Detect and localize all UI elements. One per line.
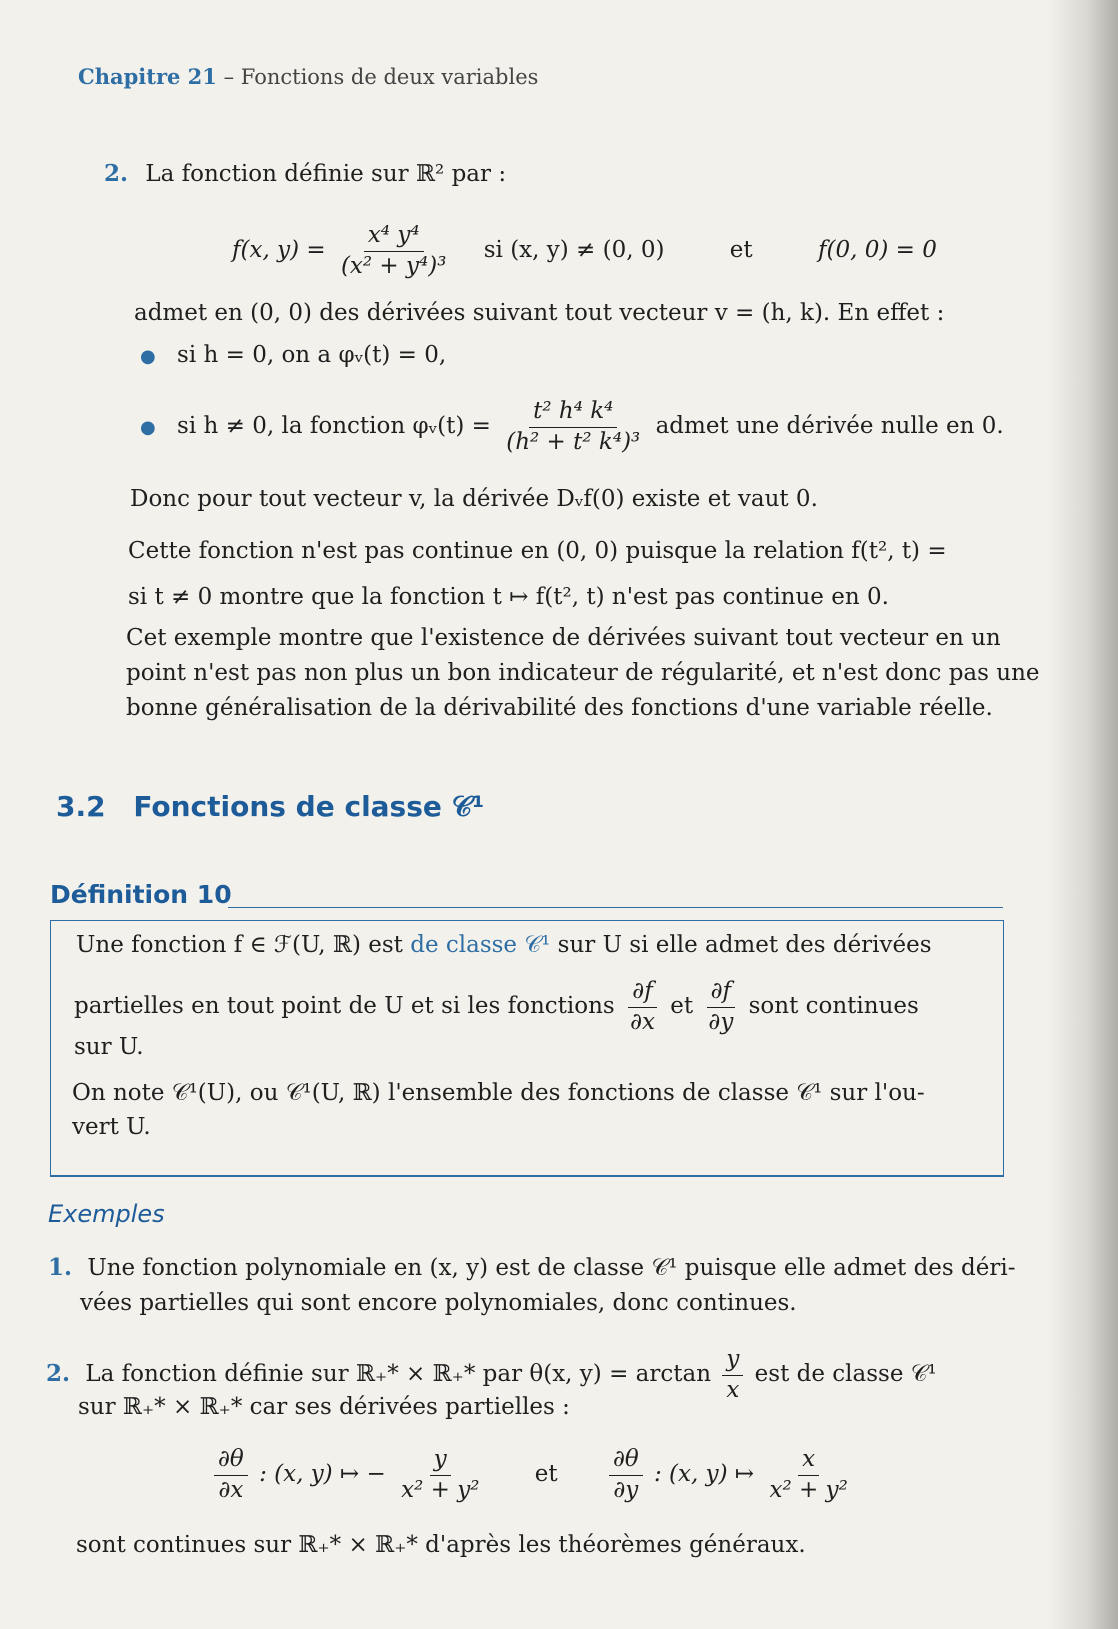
dtheta-dy-den: ∂y	[613, 1476, 639, 1503]
definition-line-5: vert U.	[72, 1114, 151, 1140]
dtheta-dy-expr-den: x² + y²	[769, 1476, 848, 1503]
chapter-title: – Fonctions de deux variables	[223, 65, 539, 89]
dtheta-dy-map: : (x, y) ↦	[654, 1461, 755, 1488]
definition-l2-a: partielles en tout point de U et si les fonctions	[74, 993, 615, 1020]
example-1-line-1	[48, 1254, 1016, 1283]
formula-and: et	[729, 237, 753, 264]
definition-l1-a: Une fonction f ∈ ℱ(U, ℝ) est	[76, 932, 411, 958]
bullet-1	[140, 342, 446, 370]
dtheta-dx-num: ∂θ	[214, 1446, 248, 1476]
example-2-last-line: sont continues sur ℝ₊* × ℝ₊* d'après les théorèmes généraux.	[76, 1532, 806, 1558]
dtheta-dy-fraction	[609, 1446, 643, 1504]
section-heading	[56, 790, 484, 824]
derivatives-formula	[210, 1446, 856, 1504]
example-2-line-2: sur ℝ₊* × ℝ₊* car ses dérivées partielles :	[78, 1394, 570, 1420]
dtheta-dx-den: ∂x	[218, 1476, 244, 1503]
item2-conclusion: Donc pour tout vecteur v, la dérivée Dᵥf(0) existe et vaut 0.	[130, 486, 818, 512]
partial-fx-num: ∂f	[628, 978, 656, 1008]
example-2-text-b: est de classe 𝒞¹	[754, 1361, 937, 1388]
item2-admits: admet en (0, 0) des dérivées suivant tout vecteur v = (h, k). En effet :	[134, 300, 945, 326]
example-2-number: 2.	[46, 1360, 71, 1388]
paragraph-2-line-1: Cet exemple montre que l'existence de dérivées suivant tout vecteur en un	[126, 625, 1001, 651]
formula-numerator: x⁴ y⁴	[364, 222, 424, 252]
formula-fraction	[337, 222, 450, 280]
bullet-2-fraction	[502, 398, 644, 456]
dtheta-dy-num: ∂θ	[609, 1446, 643, 1476]
definition-title-rule	[228, 907, 1003, 908]
definition-term: de classe 𝒞¹	[410, 932, 551, 958]
dtheta-dx-expr-den: x² + y²	[401, 1476, 480, 1503]
bullet-2-denominator: (h² + t² k⁴)³	[506, 428, 641, 455]
formula-condition: si (x, y) ≠ (0, 0)	[483, 237, 665, 264]
arctan-num: y	[722, 1346, 743, 1376]
formula-denominator: (x² + y⁴)³	[340, 252, 447, 279]
partial-fy-fraction	[704, 978, 737, 1036]
formula-origin: f(0, 0) = 0	[817, 237, 937, 264]
page-gutter-shadow	[1048, 0, 1118, 1629]
formula-lhs: f(x, y) =	[232, 237, 326, 264]
definition-line-4: On note 𝒞¹(U), ou 𝒞¹(U, ℝ) l'ensemble des fonctions de classe 𝒞¹ sur l'ou-	[72, 1080, 925, 1106]
bullet-2	[140, 398, 1004, 456]
definition-title: Définition 10	[50, 880, 232, 909]
definition-line-1	[76, 932, 932, 960]
bullet-dot-icon: ●	[140, 346, 156, 367]
examples-title: Exemples	[48, 1200, 165, 1228]
section-number: 3.2	[56, 790, 106, 823]
derivatives-and: et	[534, 1461, 558, 1488]
chapter-label: Chapitre 21	[78, 64, 217, 89]
paragraph-1-line-2: si t ≠ 0 montre que la fonction t ↦ f(t², t) n'est pas continue en 0.	[128, 584, 889, 610]
dtheta-dy-expr	[766, 1446, 852, 1504]
bullet-dot-icon: ●	[140, 417, 156, 439]
item-number: 2.	[104, 160, 129, 187]
definition-line-3: sur U.	[74, 1034, 144, 1060]
definition-and: et	[670, 993, 694, 1020]
paragraph-2-line-2: point n'est pas non plus un bon indicateur de régularité, et n'est donc pas une	[126, 660, 1040, 686]
item2-formula	[232, 222, 937, 280]
running-header	[78, 64, 538, 89]
bullet-2-numerator: t² h⁴ k⁴	[529, 398, 617, 428]
partial-fy-den: ∂y	[708, 1008, 734, 1035]
example-1-text: Une fonction polynomiale en (x, y) est de classe 𝒞¹ puisque elle admet des déri-	[87, 1255, 1016, 1281]
example-1-line-2: vées partielles qui sont encore polynomiales, donc continues.	[80, 1290, 797, 1316]
partial-fy-num: ∂f	[707, 978, 735, 1008]
bullet-1-text: si h = 0, on a φᵥ(t) = 0,	[177, 342, 447, 368]
dtheta-dx-expr-num: y	[430, 1446, 451, 1476]
dtheta-dy-expr-num: x	[798, 1446, 819, 1476]
bullet-2-pre: si h ≠ 0, la fonction φᵥ(t) =	[177, 413, 491, 440]
paragraph-2-line-3: bonne généralisation de la dérivabilité des fonctions d'une variable réelle.	[126, 695, 993, 721]
arctan-den: x	[726, 1376, 740, 1403]
definition-l1-b: sur U si elle admet des dérivées	[550, 932, 932, 958]
item2-intro: La fonction définie sur ℝ² par :	[145, 161, 507, 187]
arctan-fraction	[722, 1346, 743, 1404]
bullet-2-post: admet une dérivée nulle en 0.	[655, 413, 1004, 440]
example-2-text-a: La fonction définie sur ℝ₊* × ℝ₊* par θ(x, y) = arctan	[85, 1361, 712, 1388]
section-title: Fonctions de classe 𝒞¹	[133, 790, 485, 823]
item2-intro-line	[104, 160, 506, 189]
example-1-number: 1.	[48, 1254, 73, 1281]
definition-l2-b: sont continues	[748, 993, 919, 1020]
dtheta-dx-expr	[397, 1446, 483, 1504]
partial-fx-den: ∂x	[630, 1008, 655, 1035]
definition-line-2	[74, 978, 919, 1036]
partial-fx-fraction	[626, 978, 659, 1036]
paragraph-1-line-1: Cette fonction n'est pas continue en (0, 0) puisque la relation f(t², t) =	[128, 538, 947, 564]
dtheta-dx-map: : (x, y) ↦ −	[259, 1461, 386, 1488]
dtheta-dx-fraction	[214, 1446, 248, 1504]
